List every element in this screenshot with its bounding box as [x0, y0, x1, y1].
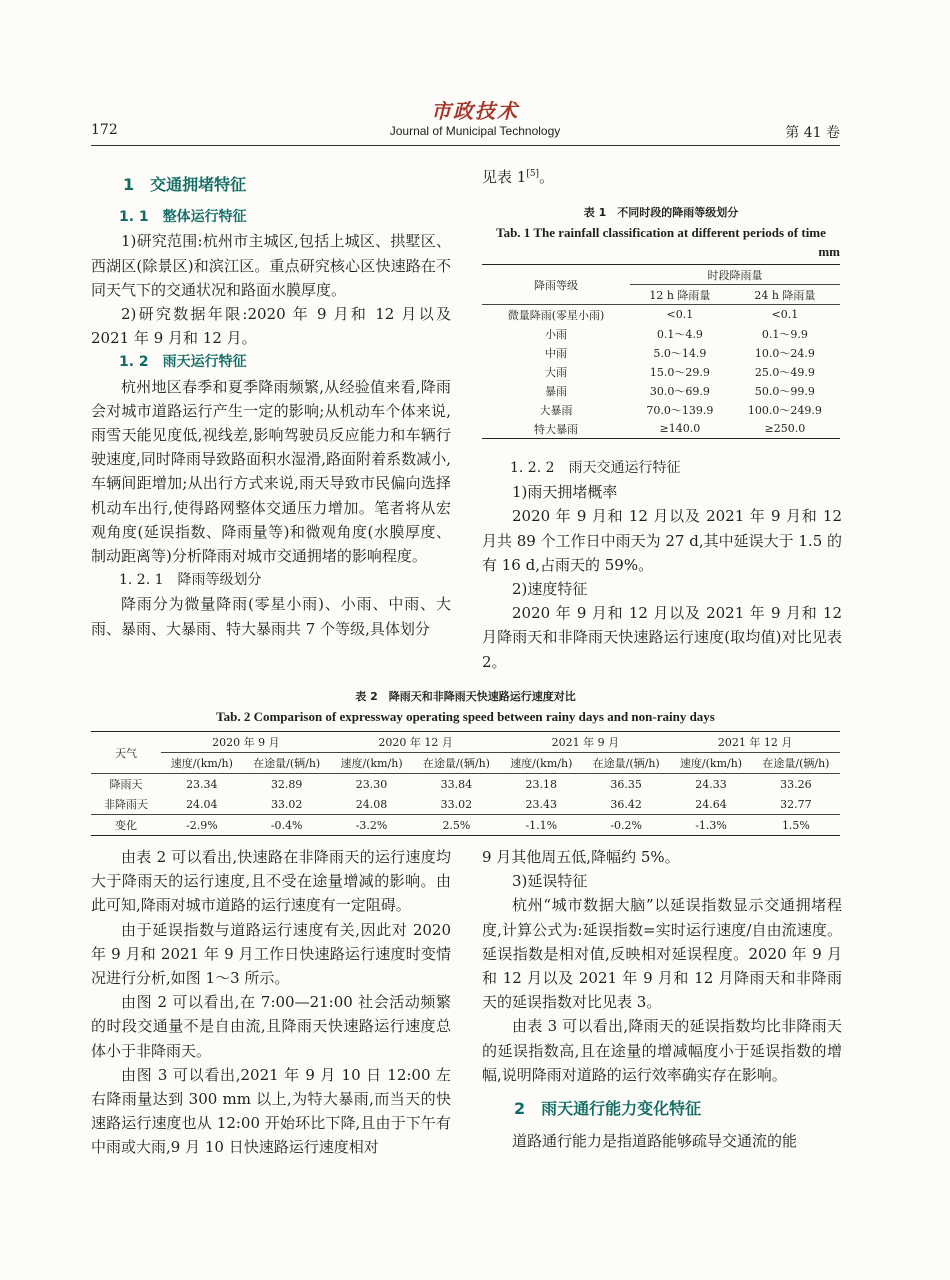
journal-logo: 市政技术	[431, 99, 519, 123]
paragraph	[482, 162, 842, 189]
table-row	[482, 305, 840, 325]
citation-ref: [5]	[526, 169, 540, 179]
table2-sub-volume: 在途量/(辆/h)	[752, 753, 840, 774]
subsection-heading-1-2: 1. 2 雨天运行特征	[119, 354, 247, 371]
table1-header-group: 时段降雨量	[630, 265, 840, 285]
table2-caption-cn: 表 2 降雨天和非降雨天快速路运行速度对比	[355, 690, 576, 703]
table-row	[482, 324, 840, 343]
table2-header-weather: 天气	[91, 732, 161, 774]
table-cell: 33.84	[440, 777, 473, 791]
table-cell: <0.1	[666, 308, 694, 321]
table-row-label: 变化	[115, 819, 137, 832]
journal-name: Journal of Municipal Technology	[389, 124, 561, 138]
header-rule	[91, 145, 840, 146]
table-cell: 23.43	[500, 794, 582, 815]
table1-header-12h: 12 h 降雨量	[630, 285, 730, 305]
table-cell: 23.18	[525, 777, 558, 791]
page-number: 172	[91, 122, 118, 138]
subsubsection-heading-1-2-2: 1. 2. 2 雨天交通运行特征	[510, 460, 681, 476]
paragraph: 杭州地区春季和夏季降雨频繁,从经验值来看,降雨会对城市道路运行产生一定的影响;从机动车个体来说,雨雪天能见度低,视线差,影响驾驶员反应能力和车辆行驶速度,同时降雨导致路面积水湿滑,路面附着系数减小,车辆间距增加;从出行方式来说,雨天导致市民偏向选择机动车出行,使得路网整体交通压力增加。笔者将从宏观角度(延误指数、降雨量等)和微观角度(水膜厚度、制动距离等)分析降雨对城市交通拥堵的影响程度。	[91, 377, 451, 566]
table-row	[482, 400, 840, 419]
table2-sub-speed: 速度/(km/h)	[331, 753, 413, 774]
table-cell: 23.30	[355, 777, 388, 791]
table-cell: 特大暴雨	[534, 422, 578, 436]
table-cell: 15.0～29.9	[649, 365, 710, 379]
table-cell: -1.3%	[695, 818, 727, 832]
table2-sub-speed: 速度/(km/h)	[161, 753, 243, 774]
table-row	[91, 794, 840, 815]
table-row-label: 非降雨天	[91, 794, 161, 815]
table1-caption-en: Tab. 1 The rainfall classification at different periods of time	[496, 225, 826, 240]
table2-sub-volume: 在途量/(辆/h)	[582, 753, 670, 774]
table-cell: 24.64	[670, 794, 752, 815]
table-cell: 2.5%	[442, 818, 471, 832]
table-row	[482, 419, 840, 439]
left-column-top	[91, 173, 451, 641]
table-cell: 小雨	[545, 327, 567, 341]
table-cell: 36.35	[610, 777, 642, 791]
table-row	[482, 362, 840, 381]
table1-unit: mm	[818, 244, 840, 259]
table2-sub-volume: 在途量/(辆/h)	[412, 753, 500, 774]
right-column-top-intro	[482, 162, 842, 189]
table-cell: -3.2%	[355, 818, 388, 832]
paragraph: 由表 2 可以看出,快速路在非降雨天的运行速度均大于降雨天的运行速度,且不受在途量增减的影响。由此可知,降雨对城市道路的运行速度有一定阻碍。	[91, 848, 451, 915]
subsection-heading-1-1: 1. 1 整体运行特征	[119, 209, 247, 226]
table-cell: 33.02	[412, 794, 500, 815]
table-cell: 33.02	[243, 794, 331, 815]
table1	[482, 264, 840, 439]
section-heading-1: 1 交通拥堵特征	[123, 175, 247, 194]
paragraph: 1)研究范围:杭州市主城区,包括上城区、拱墅区、西湖区(除景区)和滨江区。重点研究核心区快速路在不同天气下的交通状况和路面水膜厚度。	[91, 232, 451, 299]
table1-header-24h: 24 h 降雨量	[730, 285, 840, 305]
subsubsection-heading-1-2-1: 1. 2. 1 降雨等级划分	[119, 572, 262, 589]
table-cell: 1.5%	[781, 818, 810, 832]
paragraph: 2)研究数据年限:2020 年 9 月和 12 月以及 2021 年 9 月和 12 月。	[91, 305, 451, 348]
table-cell: 大雨	[545, 365, 567, 379]
table-cell: 24.08	[331, 794, 413, 815]
table2-caption-en: Tab. 2 Comparison of expressway operating speed between rainy days and non-rainy days	[216, 709, 715, 724]
table-cell: 70.0～139.9	[646, 403, 714, 417]
table-row	[91, 815, 840, 836]
table-cell: ≥250.0	[764, 422, 806, 435]
table2-header-period: 2021 年 9 月	[500, 732, 670, 753]
table2-sub-speed: 速度/(km/h)	[500, 753, 582, 774]
table-row	[482, 343, 840, 362]
right-column-top-body	[482, 456, 842, 674]
paragraph: 由于延误指数与道路运行速度有关,因此对 2020 年 9 月和 2021 年 9 月工作日快速路运行速度时变情况进行分析,如图 1～3 所示。	[91, 920, 451, 988]
table-ref-text: 见表 1	[482, 168, 527, 186]
volume-label: 第 41 卷	[785, 125, 840, 141]
table-cell: 23.34	[186, 777, 218, 791]
table-cell: 24.04	[161, 794, 243, 815]
paragraph: 2020 年 9 月和 12 月以及 2021 年 9 月和 12 月共 89 个工作日中雨天为 27 d,其中延误大于 1.5 的有 16 d,占雨天的 59%。	[482, 507, 843, 574]
table-cell: <0.1	[771, 308, 799, 321]
table-row	[91, 774, 840, 795]
table-cell: 大暴雨	[539, 403, 573, 417]
table-cell: -0.4%	[270, 818, 303, 832]
table2	[91, 731, 840, 836]
table-cell: 30.0～69.9	[649, 384, 710, 398]
table-cell: -1.1%	[525, 818, 558, 832]
table-cell: 100.0～249.9	[747, 403, 822, 417]
table2-header-period: 2020 年 12 月	[331, 732, 501, 753]
left-column-bottom	[91, 845, 451, 1160]
table-cell: 5.0～14.9	[653, 346, 707, 360]
table1-caption-cn: 表 1 不同时段的降雨等级划分	[583, 206, 739, 219]
table-cell: ≥140.0	[659, 422, 701, 435]
table-cell: 25.0～49.9	[754, 365, 815, 379]
paragraph: 降雨分为微量降雨(零星小雨)、小雨、中雨、大雨、暴雨、大暴雨、特大暴雨共 7 个等级,具体划分	[91, 595, 451, 638]
right-column-bottom	[482, 845, 842, 1153]
table2-header-period: 2021 年 12 月	[670, 732, 840, 753]
table1-header-level: 降雨等级	[482, 265, 630, 305]
paragraph: 由图 2 可以看出,在 7:00—21:00 社会活动频繁的时段交通量不是自由流,且降雨天快速路运行速度总体小于非降雨天。	[91, 993, 451, 1060]
table-cell: 50.0～99.9	[754, 384, 815, 398]
table-cell: 中雨	[545, 346, 567, 360]
table-cell: 0.1～4.9	[656, 327, 703, 341]
table-cell: 0.1～9.9	[761, 327, 808, 341]
paragraph: 9 月其他周五低,降幅约 5%。	[482, 848, 680, 866]
table-cell: 32.89	[270, 777, 303, 791]
subheading: 3)延误特征	[512, 872, 588, 891]
paragraph: 由表 3 可以看出,降雨天的延误指数均比非降雨天的延误指数高,且在途量的增减幅度小于延误指数的增幅,说明降雨对道路的运行效率确实存在影响。	[482, 1017, 842, 1084]
table1-block	[482, 204, 840, 439]
subheading: 2)速度特征	[512, 580, 588, 599]
paragraph: 杭州“城市数据大脑”以延误指数显示交通拥堵程度,计算公式为:延误指数=实时运行速度/自由流速度。延误指数是相对值,反映相对延误程度。2020 年 9 月和 12 月以及 2021 年 9 月和 12 月降雨天和非降雨天的延误指数对比见表 3。	[482, 896, 842, 1012]
table2-block	[91, 688, 840, 836]
table-row	[482, 381, 840, 400]
table-row-label: 降雨天	[109, 778, 143, 791]
table-cell: 24.33	[695, 777, 727, 791]
paragraph: 由图 3 可以看出,2021 年 9 月 10 日 12:00 左右降雨量达到 300 mm 以上,为特大暴雨,而当天的快速路运行速度也从 12:00 开始环比下降,且由于下午有中雨或大雨,9 月 10 日快速路运行速度相对	[91, 1065, 451, 1157]
table-cell: 微量降雨(零星小雨)	[507, 308, 605, 322]
table-cell: -0.2%	[610, 818, 642, 832]
table2-header-period: 2020 年 9 月	[161, 732, 331, 753]
punctuation: 。	[539, 168, 555, 186]
table-cell: 暴雨	[545, 384, 567, 398]
table-cell: 32.77	[752, 794, 840, 815]
paragraph: 2020 年 9 月和 12 月以及 2021 年 9 月和 12 月降雨天和非降雨天快速路运行速度(取均值)对比见表 2。	[482, 604, 842, 671]
paragraph: 道路通行能力是指道路能够疏导交通流的能	[512, 1132, 798, 1151]
table-cell: 36.42	[582, 794, 670, 815]
section-heading-2: 2 雨天通行能力变化特征	[514, 1099, 702, 1119]
table2-sub-speed: 速度/(km/h)	[670, 753, 752, 774]
table2-sub-volume: 在途量/(辆/h)	[243, 753, 331, 774]
subheading: 1)雨天拥堵概率	[512, 483, 618, 502]
table-cell: 33.26	[780, 777, 812, 791]
table-cell: -2.9%	[185, 818, 218, 832]
table-cell: 10.0～24.9	[754, 346, 815, 360]
